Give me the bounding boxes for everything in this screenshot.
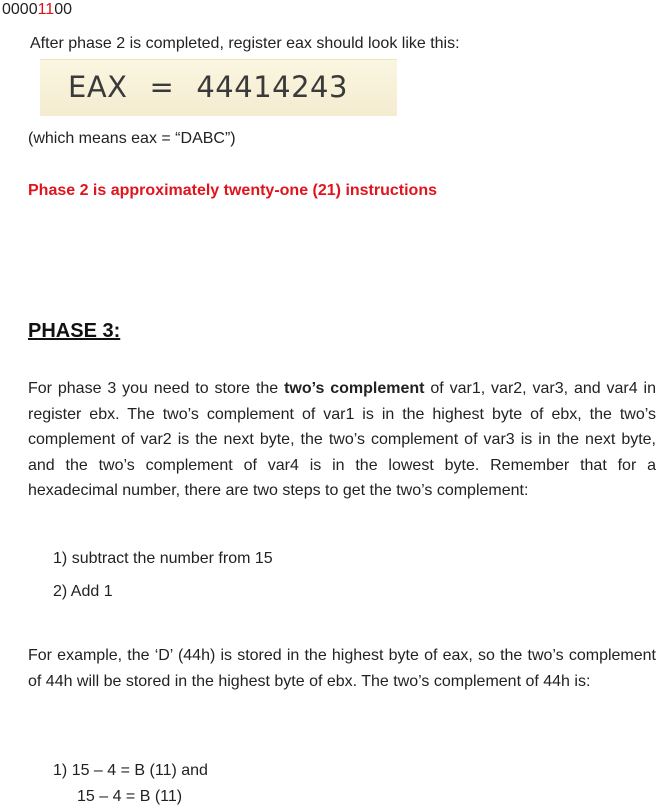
binary-value [2, 1, 72, 19]
example-step-item [53, 762, 208, 780]
step-item [53, 550, 273, 568]
meaning-line: (which means eax = “DABC”) [28, 130, 236, 147]
example-step-text: 15 – 4 = B (11) and [71, 762, 208, 779]
example-step-item [77, 788, 182, 806]
phase3-paragraph [28, 376, 656, 504]
eax-display [68, 70, 348, 104]
step-number: 2) [53, 583, 68, 600]
intro-line: After phase 2 is completed, register eax should look like this: [30, 35, 460, 52]
binary-suffix: 00 [54, 1, 72, 18]
phase2-note: Phase 2 is approximately twenty-one (21) instructions [28, 182, 437, 199]
step-text: Add 1 [70, 583, 113, 600]
example-paragraph: For example, the ‘D’ (44h) is stored in the highest byte of eax, so the two’s complement of 44h will be stored in the highest byte of ebx. The two’s complement of 44h is: [28, 647, 656, 690]
example-step-number: 1) [53, 762, 68, 779]
phase3-para-bold: two’s complement [284, 380, 425, 397]
phase3-para-part2: of var1, var2, var3, and var4 in register ebx. The two’s complement of var1 is in the highest byte of ebx, the two’s complement of var2 is the next byte, the two’s complement of var3 is in the next byte, and the two’s complement of var4 is in the lowest byte. Remember that for a hexadecimal number, there are two steps to get the two’s complement: [28, 380, 656, 499]
example-step-text: 15 – 4 = B (11) [77, 788, 183, 805]
eax-value: 44414243 [196, 70, 348, 104]
binary-prefix: 0000 [2, 1, 38, 18]
phase3-heading: PHASE 3: [28, 320, 121, 342]
step-item [53, 583, 113, 601]
eax-label: EAX [68, 70, 128, 104]
phase3-para-part1: For phase 3 you need to store the [28, 380, 285, 397]
step-number: 1) [53, 550, 68, 567]
step-text: subtract the number from 15 [71, 550, 273, 567]
eax-equals: = [149, 70, 175, 104]
binary-highlight: 11 [37, 1, 55, 18]
